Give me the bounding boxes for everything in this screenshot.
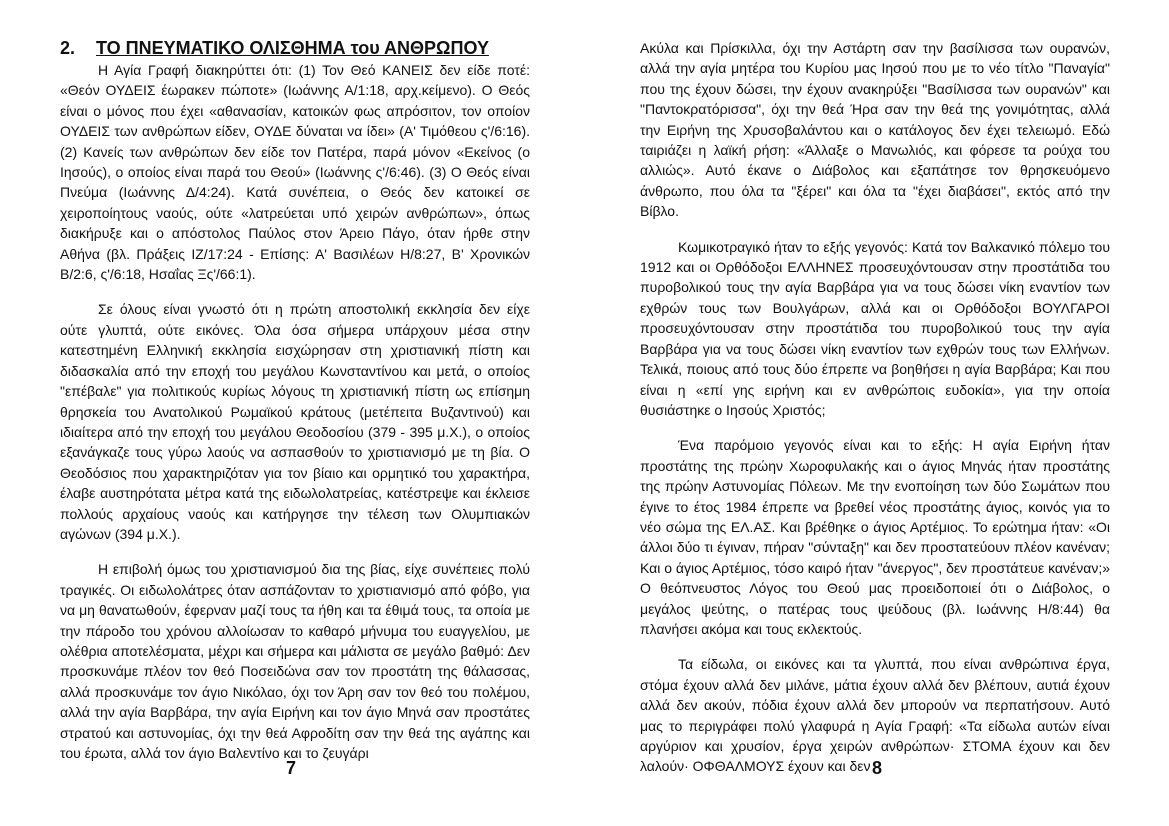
paragraph: Ακύλα και Πρίσκιλλα, όχι την Αστάρτη σαν την βασίλισσα των ουρανών, αλλά την αγία μητέρα του Κυρίου μας Ιησού που με το νέο τίτλο "Παναγία" που της έχουν δώσει, την έχουν ανακηρύξει "Βασίλισσα των ουρανών" και "Παντοκρατόρισσα", όχι την θεά Ήρα σαν την θεά της γονιμότητας, αλλά την Ειρήνη της Χρυσοβαλάντου και ο κατάλογος δεν έχει τελειωμό. Εδώ ταιριάζει η λαϊκή ρήση: «Άλλαξε ο Μανωλιός, και φόρεσε τα ρούχα του αλλιώς». Αυτό έκανε ο Διάβολος και εξαπάτησε τον θρησκευόμενο άνθρωπο, που όλα τα "ξέρει" και όλα τα "έχει διαβάσει", εκτός από την Βίβλο. (640, 40, 1110, 220)
left-page (60, 0, 530, 826)
paragraph: Η Αγία Γραφή διακηρύττει ότι: (1) Τον Θεό ΚΑΝΕΙΣ δεν είδε ποτέ: «Θεόν ΟΥΔΕΙΣ έωρακεν πώποτε» (Ιωάννης Α/1:18, αρχ.κείμενο). Ο Θεός είναι ο μόνος που έχει «αθανασίαν, κατοικών φως απρόσιτον, τον οποίον ΟΥΔΕΙΣ των ανθρώπων είδεν, ΟΥΔΕ δύναται να ίδει» (Α' Τιμόθεου ς'/6:16). (2) Κανείς των ανθρώπων δεν είδε τον Πατέρα, παρά μόνον «Εκείνος (ο Ιησούς), ο οποίος είναι παρά του Θεού» (Ιωάννης ς'/6:46). (3) Ο Θεός είναι Πνεύμα (Ιωάννης Δ/4:24). Κατά συνέπεια, ο Θεός δεν κατοικεί σε χειροποίητους ναούς, ούτε «λατρεύεται υπό χειρών ανθρώπων», όπως διακήρυξε και ο απόστολος Παύλος στον Άρειο Πάγο, όταν ήρθε στην Αθήνα (βλ. Πράξεις ΙΖ/17:24 - Επίσης: Α' Βασιλέων Η/8:27, Β' Χρονικών Β/2:6, ς'/6:18, Ησαΐας Ξς'/66:1). (60, 62, 530, 283)
paragraph: Ένα παρόμοιο γεγονός είναι και το εξής: Η αγία Ειρήνη ήταν προστάτης της πρώην Χωροφυλακής και ο άγιος Μηνάς ήταν προστάτης της πρώην Αστυνομίας Πόλεων. Με την ενοποίηση των δύο Σωμάτων που έγινε το έτος 1984 έπρεπε να βρεθεί νέος προστάτης άγιος, κοινός για το νέο σώμα της ΕΛ.ΑΣ. Και βρέθηκε ο άγιος Αρτέμιος. Το ερώτημα ήταν: «Οι άλλοι δύο τι έγιναν, πήραν "σύνταξη" και δεν προστατεύουν πλέον κανέναν; Και ο άγιος Αρτέμιος, τόσο καιρό ήταν "άνεργος", δεν προστάτευε κανέναν;» Ο θεόπνευστος Λόγος του Θεού μας προειδοποιεί ότι ο Διάβολος, ο μεγάλος ψεύτης, ο πατέρας τους ψεύδους (βλ. Ιωάννης Η/8:44) θα πλανήσει ακόμα και τους εκλεκτούς. (640, 437, 1111, 637)
left-page-body (60, 36, 530, 778)
paragraph: Η επιβολή όμως του χριστιανισμού δια της βίας, είχε συνέπειες πολύ τραγικές. Οι ειδωλολάτρες όταν ασπάζονταν το χριστιανισμό από φόβο, για να μη θανατωθούν, έφερναν μαζί τους τα ήθη και τα έθιμά τους, τα οποία με την πάροδο του χρόνου αλλοίωσαν το καθαρό μήνυμα του ευαγγελίου, με ολέθρια αποτελέσματα, μέχρι και σήμερα και μάλιστα σε μεγάλο βαθμό: Δεν προσκυνάμε πλέον τον θεό Ποσειδώνα σαν τον προστάτη της θάλασσας, αλλά προσκυνάμε τον άγιο Νικόλαο, όχι τον Άρη σαν τον θεό του πολέμου, αλλά την αγία Βαρβάρα, την αγία Ειρήνη και τον άγιο Μηνά σαν προστάτες στρατού και αστυνομίας, όχι την θεά Αφροδίτη σαν την θεά της αγάπης και του έρωτα, αλλά τον άγιο Βαλεντίνο και το ζευγάρι (60, 561, 530, 761)
paragraph: Σε όλους είναι γνωστό ότι η πρώτη αποστολική εκκλησία δεν είχε ούτε γλυπτά, ούτε εικόνες. Όλα όσα σήμερα υπάρχουν μέσα στην κατεστημένη Ελληνική εκκλησία εισχώρησαν στη χριστιανική πίστη και διδασκαλία από την εποχή του μεγάλου Κωνσταντίνου και μετά, ο οποίος "επέβαλε" για πολιτικούς κυρίως λόγους τη χριστιανική πίστη ως επίσημη θρησκεία του Ανατολικού Ρωμαϊκού κράτους (μετέπειτα Βυζαντινού) και ιδιαίτερα από την εποχή του μεγάλου Θεοδοσίου (379 - 395 μ.Χ.), ο οποίος εξανάγκαζε τους γύρω λαούς να ασπασθούν το χριστιανισμό με τη βία. Ο Θεοδόσιος που χαρακτηριζόταν για τον βίαιο και ορμητικό του χαρακτήρα, έλαβε αυστηρότατα μέτρα κατά της ειδωλολατρείας, κατέστρεψε και έκλεισε πολλούς αρχαίους ναούς και κατήργησε την τέλεση των Ολυμπιακών αγώνων (394 μ.Χ.). (60, 301, 530, 542)
paragraph: Τα είδωλα, οι εικόνες και τα γλυπτά, που είναι ανθρώπινα έργα, στόμα έχουν αλλά δεν μιλάνε, μάτια έχουν αλλά δεν βλέπουν, αυτιά έχουν αλλά δεν ακούν, πόδια έχουν αλλά δεν μπορούν να περπατήσουν. Αυτό μας το περιγράφει πολύ γλαφυρά η Αγία Γραφή: «Τα είδωλα αυτών είναι αργύριον και χρυσίον, έργα χειρών ανθρώπων· ΣΤΟΜΑ έχουν και δεν λαλούν· ΟΦΘΑΛΜΟΥΣ έχουν και δεν (640, 656, 1110, 775)
right-page-body (640, 38, 1110, 792)
chapter-number: 2. (60, 38, 76, 58)
page-number: 8 (872, 758, 883, 778)
chapter-title: ΤΟ ΠΝΕΥΜΑΤΙΚΟ ΟΛΙΣΘΗΜΑ του ΑΝΘΡΩΠΟΥ (96, 38, 489, 58)
right-page (640, 0, 1110, 826)
page-number: 7 (286, 758, 297, 778)
chapter-heading (60, 36, 530, 60)
paragraph: Κωμικοτραγικό ήταν το εξής γεγονός: Κατά τον Βαλκανικό πόλεμο του 1912 και οι Ορθόδοξοι ΕΛΛΗΝΕΣ προσευχόντουσαν στην προστάτιδα του πυροβολικού τους την αγία Βαρβάρα για να τους δώσει νίκη εναντίον των εχθρών τους των Βουλγάρων, αλλά και οι Ορθόδοξοι ΒΟΥΛΓΑΡΟΙ προσευχόντουσαν στην προστάτιδα του πυροβολικού τους την αγία Βαρβάρα για να τους δώσει νίκη εναντίον των εχθρών τους των Ελλήνων. Τελικά, ποιους από τους δύο έπρεπε να βοηθήσει η αγία Βαρβάρα; Και που είναι η «επί γης ειρήνη και εν ανθρώποις ευδοκία», για την οποία θυσιάστηκε ο Ιησούς Χριστός; (640, 238, 1110, 418)
